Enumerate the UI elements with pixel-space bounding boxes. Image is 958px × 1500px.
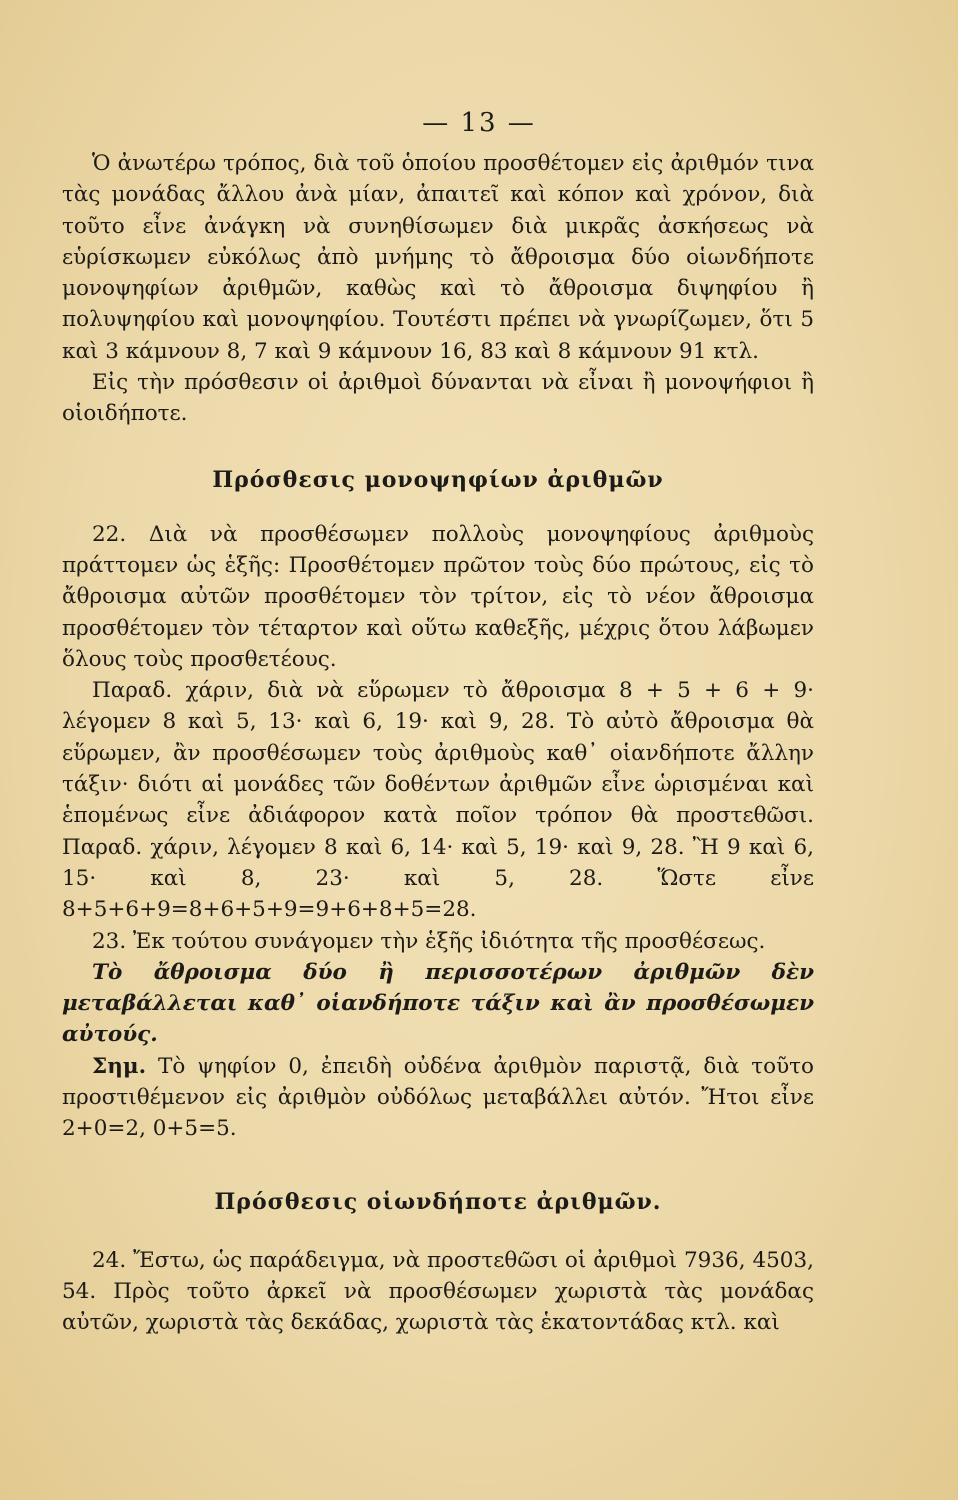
paragraph-24: 24. Ἔστω, ὡς παράδειγμα, νὰ προστεθῶσι οἱ ἀριθμοὶ 7936, 4503, 54. Πρὸς τοῦτο ἀρκεῖ νὰ προσθέσωμεν χωριστὰ τὰς μονάδας αὐτῶν, χωριστὰ τὰς δεκάδας, χωριστὰ τὰς ἑκατοντάδας κτλ. καὶ xyxy=(62,1247,814,1336)
paragraph-addition-numbers: Εἰς τὴν πρόσθεσιν οἱ ἀριθμοὶ δύνανται νὰ εἶναι ἢ μονοψήφιοι ἢ οἱοιδήποτε. xyxy=(62,370,814,427)
paragraph-example: Παραδ. χάριν, διὰ νὰ εὕρωμεν τὸ ἄθροισμα 8 + 5 + 6 + 9· λέγομεν 8 καὶ 5, 13· καὶ 6, 19· καὶ 9, 28. Τὸ αὐτὸ ἄθροισμα θὰ εὕρωμεν, ἂν προσθέσωμεν τοὺς ἀριθμοὺς καθ᾽ οἱανδήποτε ἄλλην τάξιν· διότι αἱ μονάδες τῶν δοθέντων ἀριθμῶν εἶνε ὡρισμέναι καὶ ἑπομένως εἶνε ἀδιάφορον κατὰ ποῖον τρόπον θὰ προστεθῶσι. Παραδ. χάριν, λέγομεν 8 καὶ 6, 14· καὶ 5, 19· καὶ 9, 28. Ἢ 9 καὶ 6, 15· καὶ 8, 23· καὶ 5, 28. Ὥστε εἶνε 8+5+6+9=8+6+5+9=9+6+8+5=28. xyxy=(62,678,814,923)
note-label: Σημ. xyxy=(92,1053,147,1079)
note-paragraph xyxy=(62,1051,814,1145)
paragraph-intro: Ὁ ἀνωτέρω τρόπος, διὰ τοῦ ὁποίου προσθέτομεν εἰς ἀριθμόν τινα τὰς μονάδας ἄλλου ἀνὰ μίαν, ἀπαιτεῖ καὶ κόπον καὶ χρόνον, διὰ τοῦτο εἶνε ἀνάγκη νὰ συνηθίσωμεν διὰ μικρᾶς ἀσκήσεως νὰ εὑρίσκωμεν εὐκόλως ἀπὸ μνήμης τὸ ἄθροισμα δύο οἱωνδήποτε μονοψηφίων ἀριθμῶν, καθὼς καὶ τὸ ἄθροισμα διψηφίου ἢ πολυψηφίου καὶ μονοψηφίου. Τουτέστι πρέπει νὰ γνωρίζωμεν, ὅτι 5 καὶ 3 κάμνουν 8, 7 καὶ 9 κάμνουν 16, 83 καὶ 8 κάμνουν 91 κτλ. xyxy=(62,151,814,364)
paragraph-22: 22. Διὰ νὰ προσθέσωμεν πολλοὺς μονοψηφίους ἀριθμοὺς πράττομεν ὡς ἑξῆς: Προσθέτομεν πρῶτον τοὺς δύο πρώτους, εἰς τὸ ἄθροισμα αὐτῶν προσθέτομεν τὸν τρίτον, εἰς τὸ νέον ἄθροισμα προσθέτομεν τὸν τέταρτον καὶ οὕτω καθεξῆς, μέχρις ὅτου λάβωμεν ὅλους τοὺς προσθετέους. xyxy=(62,521,814,672)
paragraph-23: 23. Ἐκ τούτου συνάγομεν τὴν ἑξῆς ἰδιότητα τῆς προσθέσεως. xyxy=(92,928,766,954)
page-number: — 13 — xyxy=(422,108,536,138)
page-text-block xyxy=(62,148,814,1339)
note-text: Τὸ ψηφίον 0, ἐπειδὴ οὐδένα ἀριθμὸν παριστᾷ, διὰ τοῦτο προστιθέμενον εἰς ἀριθμὸν οὐδόλως μεταβάλλει αὐτόν. Ἤτοι εἶνε 2+0=2, 0+5=5. xyxy=(62,1053,814,1142)
heading-any-numbers-addition: Πρόσθεσις οἱωνδήποτε ἀριθμῶν. xyxy=(214,1188,662,1215)
heading-single-digit-addition: Πρόσθεσις μονοψηφίων ἀριθμῶν xyxy=(212,466,664,493)
theorem-23: Τὸ ἄθροισμα δύο ἢ περισσοτέρων ἀριθμῶν δὲν μεταβάλλεται καθ᾽ οἱανδήποτε τάξιν καὶ ἂν προσθέσωμεν αὐτούς. xyxy=(62,959,814,1048)
